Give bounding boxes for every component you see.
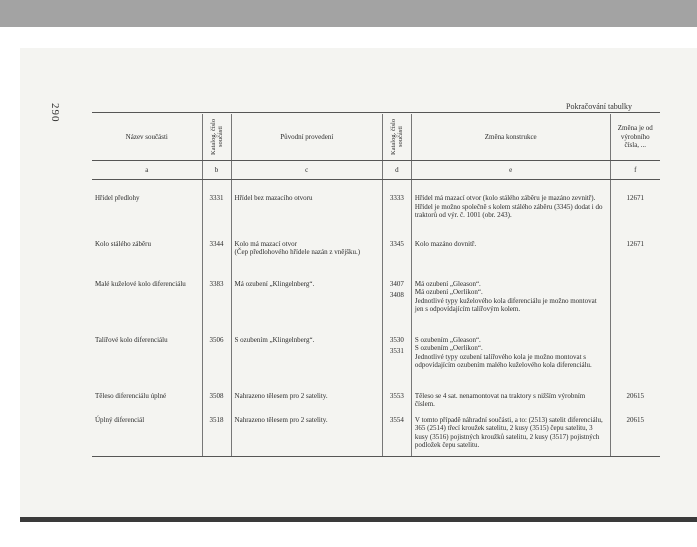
original-design: Nahrazeno tělesem pro 2 satelity. [231,414,382,457]
header-change: Změna konstrukce [411,114,610,161]
design-change: Má ozubení „Gleason“. Má ozubení „Oerlikon“. Jednotlivé typy kuželového kola diferenciálu je možno montovat jen s odpovídajícím talířovým kolem. [411,278,610,334]
letter-e: e [411,161,610,180]
serial-from: 12671 [610,238,660,278]
letter-c: c [231,161,382,180]
part-name: Těleso diferenciálu úplné [95,391,167,400]
original-design: Hřídel bez mazacího otvoru [231,180,382,238]
catalog-number: 3508 [202,390,231,414]
new-catalog-number: 3554 [382,414,411,457]
header-original: Původní provedení [231,114,382,161]
part-name: Kolo stálého záběru [95,239,151,248]
new-catalog-number: 3530 3531 [382,334,411,390]
part-name: Malé kuželové kolo diferenciálu [95,279,186,288]
part-name: Hřídel předlohy [95,194,140,202]
table-row [92,390,660,414]
header-name: Název součásti [92,114,202,161]
table-row [92,334,660,390]
design-change: S ozubením „Gleason“. S ozubením „Oerlikon“. Jednotlivé typy ozubení talířového kola je možno montovat s odpovídajícím ozubením malého kuželového kola diferenciálu. [411,334,610,390]
design-change: Kolo mazáno dovnitř. [411,238,610,278]
catalog-number: 3506 [202,334,231,390]
header-catalog: Katalog. číslo součásti [202,114,231,161]
new-catalog-number: 3553 [382,390,411,414]
table-top-rule [92,112,660,113]
letter-f: f [610,161,660,180]
header-catalog-2: Katalog. číslo součásti [382,114,411,161]
table-row [92,180,660,238]
part-name: Talířové kolo diferenciálu [95,335,168,344]
original-design: Má ozubení „Klingelnberg“. [231,278,382,334]
serial-from: 12671 [610,180,660,238]
catalog-number: 3331 [202,180,231,238]
serial-from: 20615 [610,390,660,414]
header-row [92,114,660,161]
new-catalog-number: 3333 [382,180,411,238]
running-head: Pokračování tabulky [566,102,632,111]
original-design: S ozubením „Klingelnberg“. [231,334,382,390]
table-row [92,278,660,334]
parts-table [92,114,660,457]
letter-b: b [202,161,231,180]
viewer-toolbar [0,0,697,27]
design-change: Hřídel má mazací otvor (kolo stálého záběru je mazáno zevnitř). Hřídel je možno společně s kolem stálého záběru (3345) dodat i do traktorů od výr. č. 1001 (obr. 243). [411,180,610,238]
letter-d: d [382,161,411,180]
original-design: Kolo má mazací otvor (Čep předlohového hřídele nazán z vnějšku.) [231,238,382,278]
design-change: V tomto případě náhradní součásti, a to: (2513) satelit diferenciálu, 365 (2514) třecí kroužek satelitu, 2 kusy (3515) čepu satelitu, 3 kusy (3516) pojistných kroužků satelitu, 2 kusy (3517) pojistných podložek čepu satelitu. [411,414,610,457]
catalog-number: 3518 [202,414,231,457]
serial-from [610,278,660,334]
serial-from [610,334,660,390]
part-name: Úplný diferenciál [92,414,202,457]
page-number: 290 [49,103,61,123]
original-design: Nahrazeno tělesem pro 2 satelity. [231,390,382,414]
header-change-from: Změna je od výrobního čísla, ... [610,114,660,161]
new-catalog-number: 3345 [382,238,411,278]
design-change: Těleso se 4 sat. nenamontovat na traktory s nižším výrobním číslem. [411,390,610,414]
table-row [92,238,660,278]
letters-row [92,161,660,180]
letter-a: a [92,161,202,180]
new-catalog-number: 3407 3408 [382,278,411,334]
table-row [92,414,660,457]
catalog-number: 3344 [202,238,231,278]
catalog-number: 3383 [202,278,231,334]
background-strip [0,522,697,547]
serial-from: 20615 [610,414,660,457]
